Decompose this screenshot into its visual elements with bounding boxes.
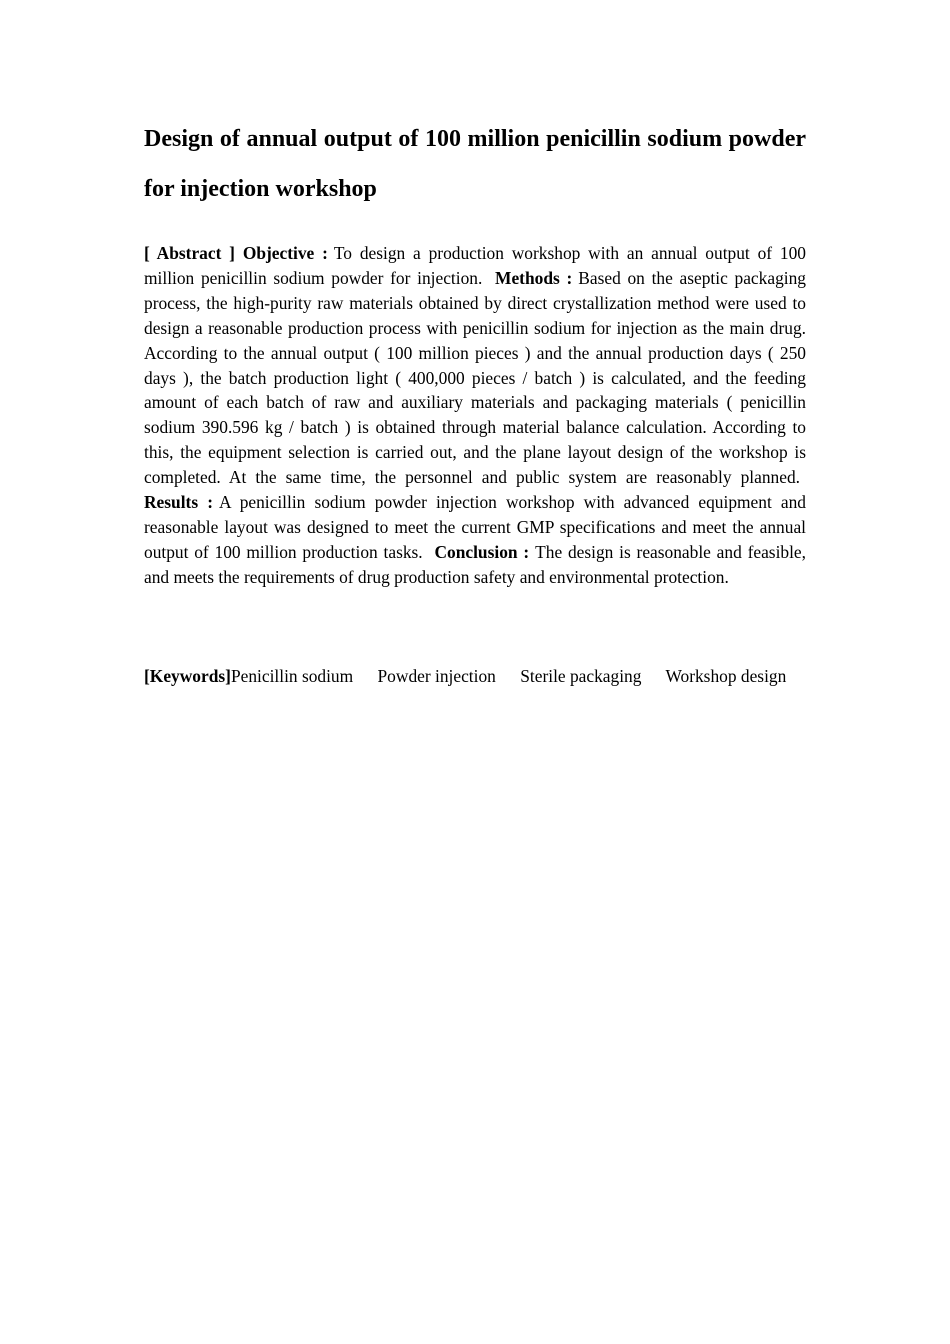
keyword-item: Workshop design [665, 666, 787, 686]
keyword-item: Sterile packaging [520, 666, 642, 686]
keyword-item: Powder injection [377, 666, 496, 686]
keywords-paragraph [144, 664, 806, 689]
results-text: A penicillin sodium powder injection workshop with advanced equipment and reasonable layout was designed to meet the current GMP specifications and meet the annual output of 100 million production tasks. [144, 492, 806, 562]
conclusion-label: Conclusion : [434, 541, 530, 562]
objective-text: To design a production workshop with an annual output of 100 million penicillin sodium powder for injection. [144, 243, 806, 288]
methods-label: Methods : [495, 267, 573, 288]
abstract-tag: [ Abstract ] [144, 243, 235, 263]
results-label: Results : [144, 492, 213, 513]
conclusion-text: The design is reasonable and feasible, and meets the requirements of drug production safety and environmental protection. [144, 541, 806, 587]
methods-text: Based on the aseptic packaging process, the high-purity raw materials obtained by direct crystallization method were used to design a reasonable production process with penicillin sodium for injection as the main drug. According to the annual output ( 100 million pieces ) and the annual production days ( 250 days ), the batch production light ( 400,000 pieces / batch ) is calculated, and the feeding amount of each batch of raw and auxiliary materials and packaging materials ( penicillin sodium 390.596 kg / batch ) is obtained through material balance calculation. According to this, the equipment selection is carried out, and the plane layout design of the workshop is completed. At the same time, the personnel and public system are reasonably planned. [144, 267, 806, 488]
abstract-paragraph [144, 241, 806, 590]
keywords-label: [Keywords] [144, 666, 231, 686]
objective-label: Objective : [242, 243, 328, 263]
keyword-item: Penicillin sodium [230, 666, 354, 686]
paper-title: Design of annual output of 100 million penicillin sodium powder for injection workshop [144, 126, 806, 202]
